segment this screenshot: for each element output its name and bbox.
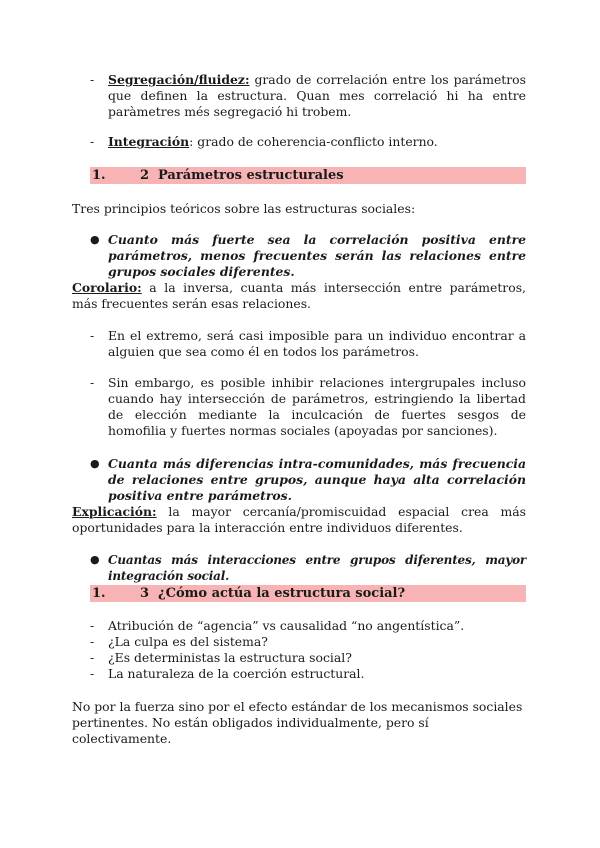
list-item [90,328,526,360]
corolario-label: Corolario: [72,280,142,295]
list-item [90,134,526,150]
bullet-icon: ● [90,233,100,246]
term-segregacion: Segregación/fluidez: [108,72,250,87]
explicacion-paragraph [72,504,526,536]
list-item [90,618,526,634]
list-item-text: Atribución de “agencia” vs causalidad “no angentística”. [108,618,465,633]
principle-text: Cuanto más fuerte sea la correlación positiva entre parámetros, menos frecuentes serán las relaciones entre grupos sociales diferentes. [108,232,526,279]
section-heading-como-actua [90,585,526,602]
bullet-icon: ● [90,457,100,470]
list-item [90,375,526,439]
heading-title: Parámetros estructurales [158,168,344,183]
heading-number: 1. [92,168,106,183]
explicacion-text: la mayor cercanía/promiscuidad espacial crea más oportunidades para la interacción entre individuos diferentes. [72,504,526,535]
dash-marker: - [90,666,95,681]
section-intro: Tres principios teóricos sobre las estructuras sociales: [72,201,416,216]
term-integracion: Integración [108,134,190,149]
dash-marker: - [90,375,95,390]
heading-number: 1. [92,586,106,601]
list-item [90,650,526,666]
dash-marker: - [90,618,95,633]
list-item [90,634,526,650]
corolario-text: a la inversa, cuanta más intersección entre parámetros, más frecuentes serán esas relaciones. [72,280,526,311]
list-item-text: Sin embargo, es posible inhibir relaciones intergrupales incluso cuando hay intersección de parámetros, estringiendo la libertad de elección mediante la inculcación de fuertes sesgos de homofilia y fuertes normas sociales (apoyadas por sanciones). [108,375,526,438]
list-item-text: ¿La culpa es del sistema? [108,634,268,649]
list-item [90,72,526,120]
dash-marker: - [90,72,95,87]
dash-marker: - [90,328,95,343]
heading-subnumber: 2 [140,168,150,183]
explicacion-label: Explicación: [72,504,157,519]
principle-text: Cuantas más interacciones entre grupos diferentes, mayor integración social. [108,553,526,583]
dash-marker: - [90,650,95,665]
list-item [90,666,526,682]
heading-subnumber: 3 [140,586,150,601]
heading-title: ¿Cómo actúa la estructura social? [158,586,406,601]
list-item-text: En el extremo, será casi imposible para un individuo encontrar a alguien que sea como él en todos los parámetros. [108,328,526,359]
list-item-text: ¿Es deterministas la estructura social? [108,650,352,665]
section-heading-parametros [90,167,526,184]
corolario-paragraph [72,280,526,312]
term-segregacion-definition: grado de correlación entre los parámetros que definen la estructura. Quan mes correlació hi ha entre paràmetres més segregació hi trobem. [108,72,526,119]
dash-marker: - [90,134,95,149]
principle-text: Cuanta más diferencias intra-comunidades, más frecuencia de relaciones entre grupos, aunque haya alta correlación positiva entre parámetros. [108,456,526,503]
principle-3 [90,552,526,584]
closing-paragraph: No por la fuerza sino por el efecto estándar de los mecanismos sociales pertinentes. No están obligados individualmente, pero sí colectivamente. [72,699,523,746]
dash-marker: - [90,634,95,649]
list-item-text: La naturaleza de la coerción estructural. [108,666,365,681]
bullet-icon: ● [90,553,100,566]
principle-2 [90,456,526,504]
term-integracion-definition: : grado de coherencia-conflicto interno. [189,134,438,149]
principle-1 [90,232,526,280]
